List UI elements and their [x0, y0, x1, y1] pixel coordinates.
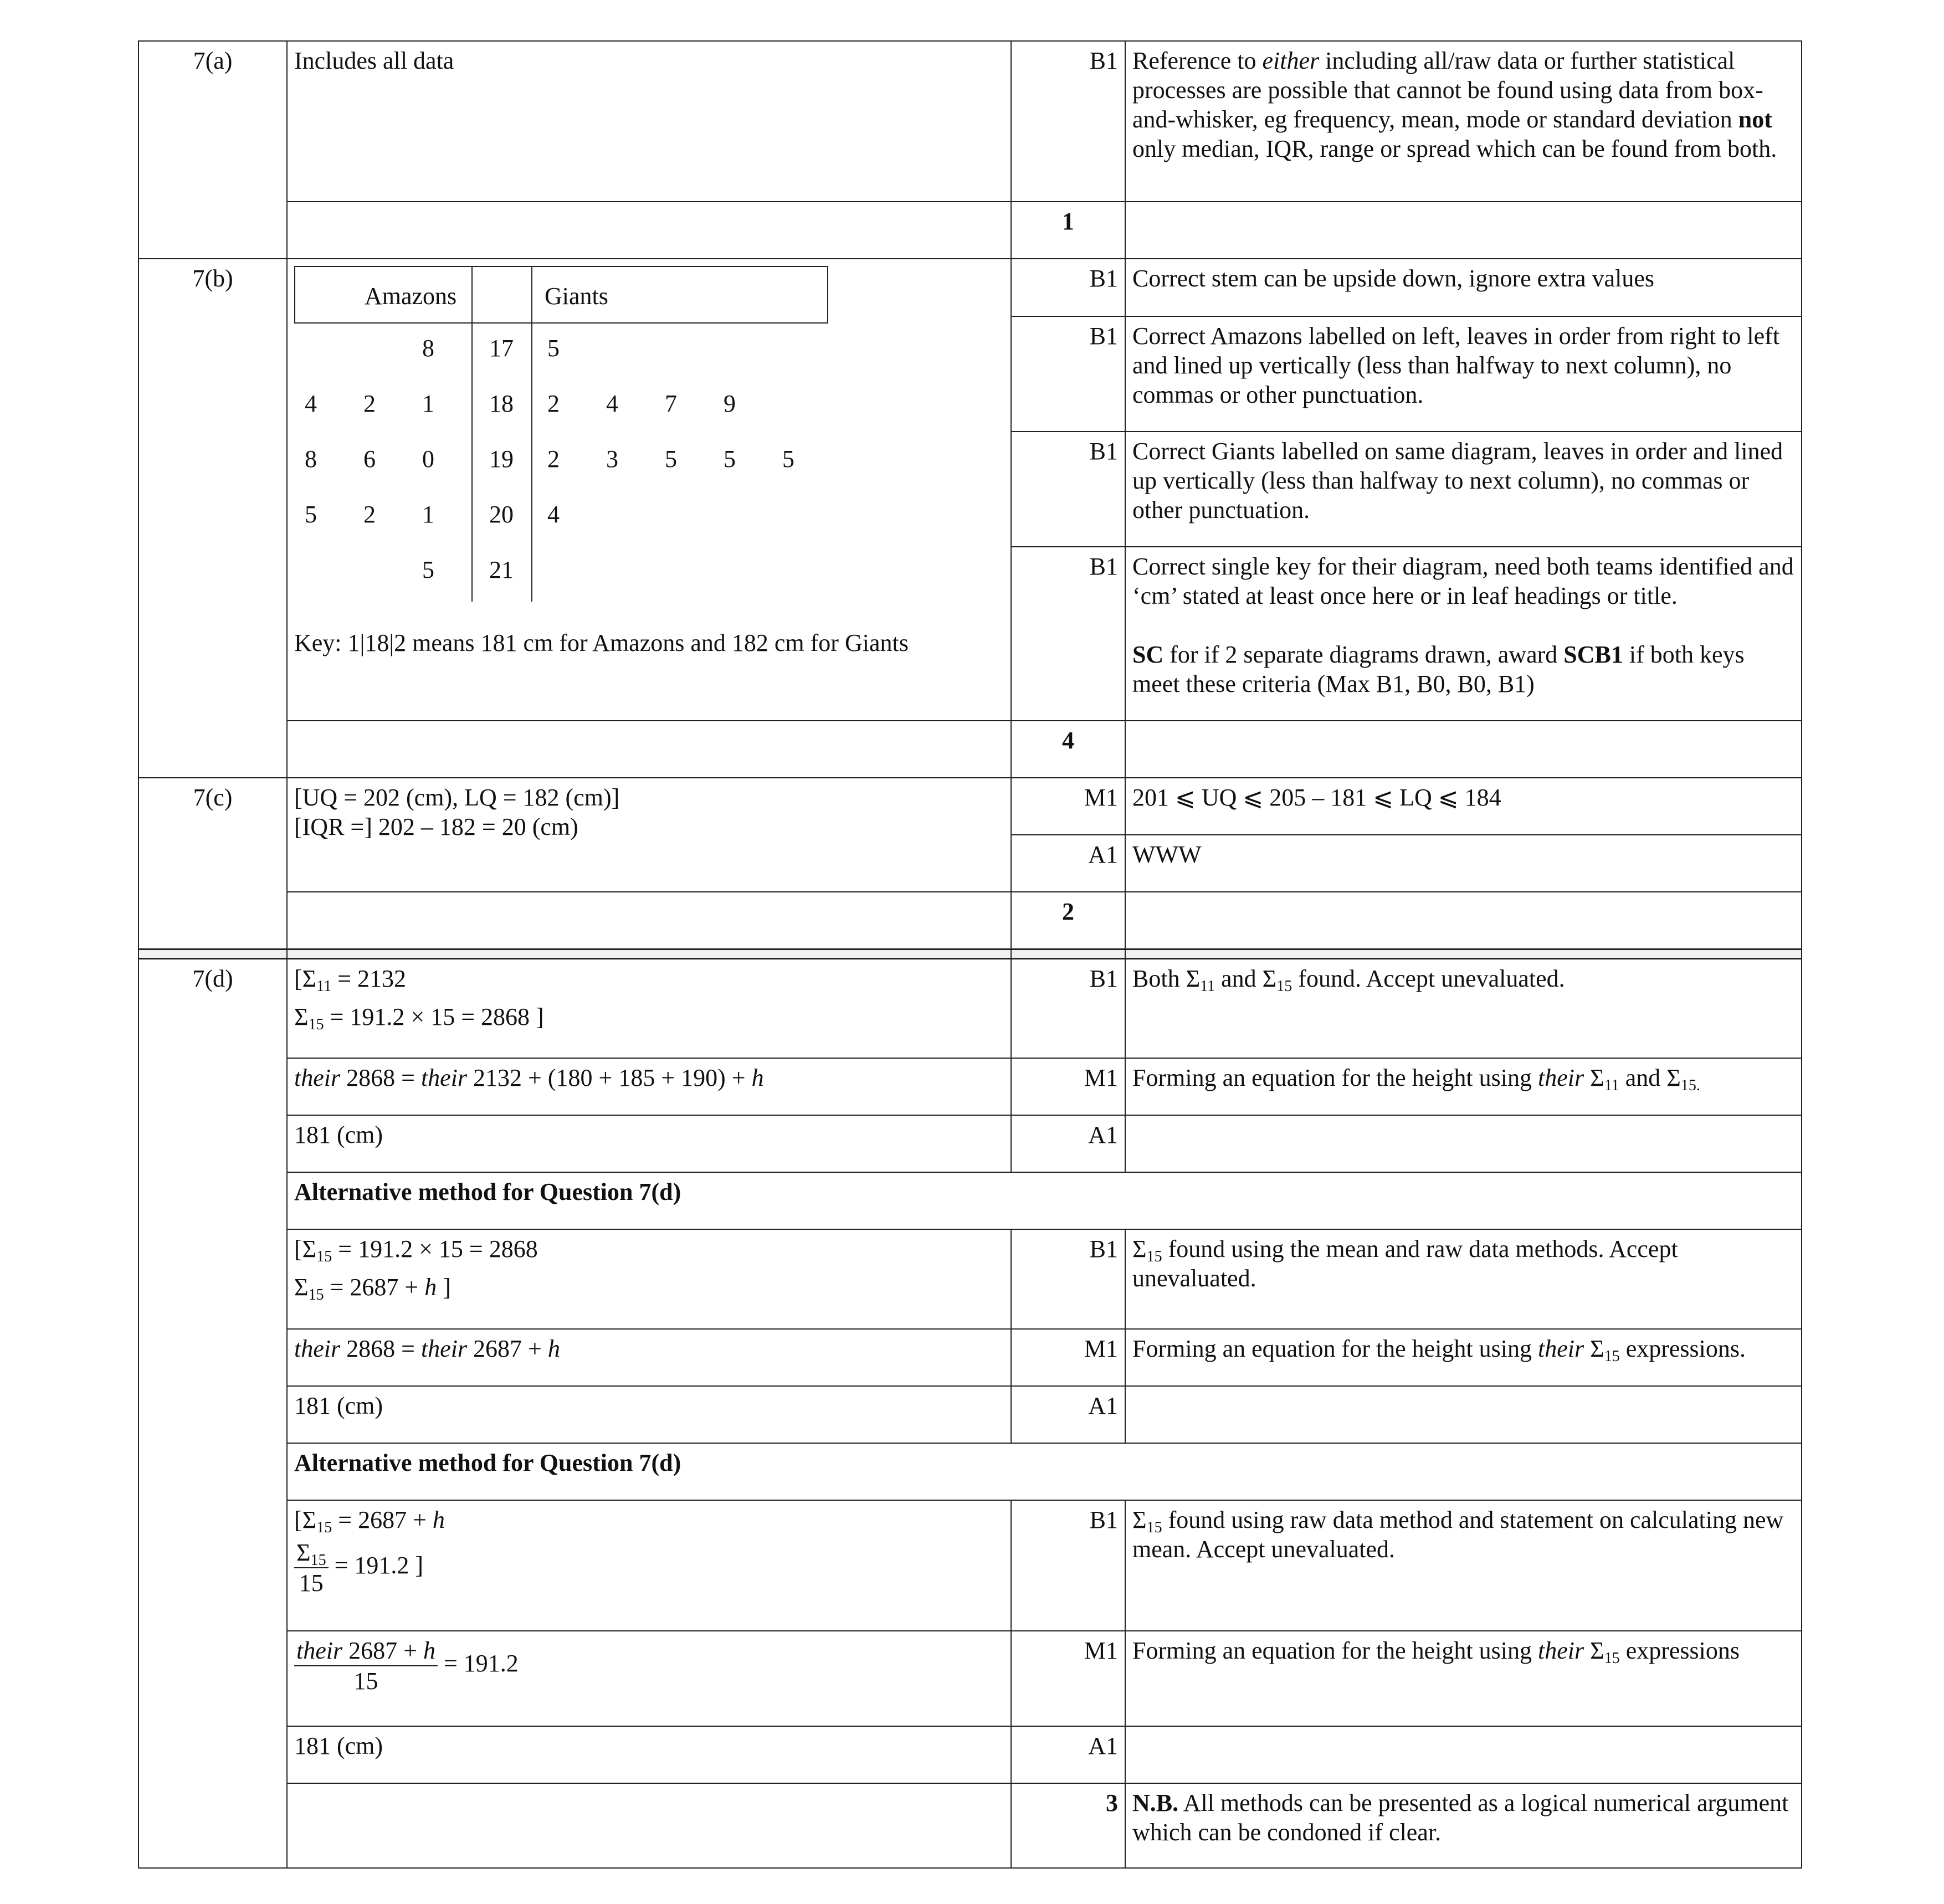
guidance-cell: 201 ⩽ UQ ⩽ 205 – 181 ⩽ LQ ⩽ 184 [1125, 778, 1802, 835]
mark-cell: A1 [1011, 1115, 1125, 1172]
answer-cell: $\frac{\text{their 2687 + h}}{15}$ = 191.2 [287, 1631, 1011, 1726]
giants-leaf: 9 [724, 390, 736, 417]
stem-and-leaf-diagram [294, 264, 959, 656]
fraction: $\frac{\Sigma_{15}}{15}$ [294, 1538, 329, 1598]
q7d-row-9 [139, 1726, 1802, 1783]
q7d-row-1 [139, 958, 1802, 1058]
q7d-alt-heading-2 [139, 1443, 1802, 1500]
amazons-heading: Amazons [365, 283, 457, 310]
stem-leaf-cell [287, 259, 1011, 721]
guidance-cell: WWW [1125, 835, 1802, 892]
giants-leaf: 5 [665, 445, 677, 473]
mark-cell: A1 [1011, 1726, 1125, 1783]
total-mark: 2 [1011, 892, 1125, 949]
mark-cell: M1 [1011, 778, 1125, 835]
giants-heading: Giants [545, 283, 608, 310]
giants-leaf: 4 [606, 390, 618, 417]
alternative-method-heading: Alternative method for Question 7(d) [287, 1443, 1802, 1500]
amazons-leaf: 5 [305, 501, 317, 528]
guidance-cell: N.B. All methods can be presented as a logical numerical argument which can be condoned if clear. [1125, 1783, 1802, 1868]
amazons-leaf: 1 [422, 390, 434, 417]
fraction: $\frac{\text{their 2687 + h}}{15}$ [294, 1636, 438, 1696]
amazons-leaf: 0 [422, 445, 434, 473]
q7c-total-row [139, 892, 1802, 949]
amazons-leaf: 2 [363, 390, 376, 417]
q7d-row-2 [139, 1058, 1802, 1115]
mark-cell: M1 [1011, 1329, 1125, 1386]
amazons-leaf: 1 [422, 501, 434, 528]
mark-cell: B1 [1011, 1500, 1125, 1631]
amazons-leaf: 6 [363, 445, 376, 473]
q7c-row-1 [139, 778, 1802, 835]
mark-cell: B1 [1011, 958, 1125, 1058]
giants-leaf: 3 [606, 445, 618, 473]
stem-leaf-header [294, 266, 828, 324]
mark-cell: A1 [1011, 835, 1125, 892]
mark-cell: M1 [1011, 1058, 1125, 1115]
question-label: 7(d) [139, 958, 287, 1868]
stem-value: 21 [489, 556, 514, 583]
q7d-row-3 [139, 1115, 1802, 1172]
amazons-leaf: 8 [422, 335, 434, 362]
guidance-cell: Reference to either including all/raw data or further statistical processes are possible that cannot be found using data from box-and-whisker, eg frequency, mean, mode or standard deviation not only median, IQR, range or spread which can be found from both. [1125, 41, 1802, 202]
q7a-row [139, 41, 1802, 202]
question-label: 7(c) [139, 778, 287, 949]
giants-leaf: 7 [665, 390, 677, 417]
guidance-cell: Correct Giants labelled on same diagram, leaves in order and lined up vertically (less than halfway to next column), no commas or other punctuation. [1125, 432, 1802, 547]
q7b-total-row [139, 721, 1802, 778]
mark-cell: B1 [1011, 316, 1125, 432]
answer-cell: [UQ = 202 (cm), LQ = 182 (cm)] [IQR =] 202 – 182 = 20 (cm) [287, 778, 1011, 892]
alternative-method-heading: Alternative method for Question 7(d) [287, 1172, 1802, 1229]
amazons-leaf: 8 [305, 445, 317, 473]
stem-value: 18 [489, 390, 514, 417]
q7d-row-6 [139, 1386, 1802, 1443]
total-mark: 3 [1011, 1783, 1125, 1868]
q7d-row-7 [139, 1500, 1802, 1631]
q7d-row-8 [139, 1631, 1802, 1726]
q7b-row-1 [139, 259, 1802, 316]
guidance-cell: Forming an equation for the height using their $\Sigma_{15}$ expressions. [1125, 1329, 1802, 1386]
stem-divider-left [471, 321, 473, 602]
mark-cell: A1 [1011, 1386, 1125, 1443]
stem-value: 17 [489, 335, 514, 362]
giants-leaf: 5 [724, 445, 736, 473]
answer-cell: 181 (cm) [287, 1726, 1011, 1783]
divider [531, 266, 532, 324]
answer-cell: [$\Sigma_{15} = 191.2 \times 15 = 2868$ $\Sigma_{15} = 2687 + h$ ] [287, 1229, 1011, 1329]
mark-cell: B1 [1011, 41, 1125, 202]
guidance-cell: Forming an equation for the height using their $\Sigma_{15}$ expressions [1125, 1631, 1802, 1726]
giants-leaf: 2 [547, 445, 560, 473]
amazons-leaf: 5 [422, 556, 434, 583]
mark-cell: B1 [1011, 547, 1125, 721]
section-gap [139, 949, 1802, 958]
giants-leaf: 5 [547, 335, 560, 362]
guidance-cell: Correct single key for their diagram, need both teams identified and ‘cm’ stated at least once here or in leaf headings or title. SC for if 2 separate diagrams drawn, award SCB1 if both keys meet these criteria (Max B1, B0, B0, B1) [1125, 547, 1802, 721]
question-label: 7(a) [139, 41, 287, 259]
giants-leaf: 4 [547, 501, 560, 528]
guidance-cell: Forming an equation for the height using their $\Sigma_{11}$ and $\Sigma_{15.}$ [1125, 1058, 1802, 1115]
guidance-cell: $\Sigma_{15}$ found using raw data method and statement on calculating new mean. Accept unevaluated. [1125, 1500, 1802, 1631]
q7d-row-4 [139, 1229, 1802, 1329]
answer-cell: their 2868 = their 2687 + h [287, 1329, 1011, 1386]
giants-leaf: 2 [547, 390, 560, 417]
question-label: 7(b) [139, 259, 287, 778]
divider [471, 266, 473, 324]
answer-cell: [$\Sigma_{11} = 2132$ $\Sigma_{15} = 191.2 \times 15 = 2868$ ] [287, 958, 1011, 1058]
mark-cell: M1 [1011, 1631, 1125, 1726]
answer-cell: 181 (cm) [287, 1386, 1011, 1443]
mark-cell: B1 [1011, 1229, 1125, 1329]
answer-cell: Includes all data [287, 41, 1011, 202]
stem-value: 19 [489, 445, 514, 473]
total-mark: 1 [1011, 202, 1125, 259]
amazons-leaf: 4 [305, 390, 317, 417]
answer-cell: [$\Sigma_{15} = 2687 + h$ $\frac{\Sigma_{15}}{15}$ = 191.2 ] [287, 1500, 1011, 1631]
mark-cell: B1 [1011, 259, 1125, 316]
answer-cell: 181 (cm) [287, 1115, 1011, 1172]
guidance-cell: $\Sigma_{15}$ found using the mean and raw data methods. Accept unevaluated. [1125, 1229, 1802, 1329]
stem-leaf-key: Key: 1|18|2 means 181 cm for Amazons and 182 cm for Giants [294, 629, 909, 656]
answer-cell: their 2868 = their 2132 + (180 + 185 + 190) + h [287, 1058, 1011, 1115]
giants-leaf: 5 [782, 445, 794, 473]
q7a-total-row [139, 202, 1802, 259]
mark-scheme-table [138, 40, 1802, 1869]
guidance-cell: Correct stem can be upside down, ignore extra values [1125, 259, 1802, 316]
guidance-cell: Correct Amazons labelled on left, leaves in order from right to left and lined up vertically (less than halfway to next column), no commas or other punctuation. [1125, 316, 1802, 432]
mark-cell: B1 [1011, 432, 1125, 547]
q7d-row-5 [139, 1329, 1802, 1386]
stem-value: 20 [489, 501, 514, 528]
q7d-alt-heading-1 [139, 1172, 1802, 1229]
guidance-cell: Both $\Sigma_{11}$ and $\Sigma_{15}$ found. Accept unevaluated. [1125, 958, 1802, 1058]
q7d-total-row [139, 1783, 1802, 1868]
stem-divider-right [531, 321, 532, 602]
total-mark: 4 [1011, 721, 1125, 778]
amazons-leaf: 2 [363, 501, 376, 528]
